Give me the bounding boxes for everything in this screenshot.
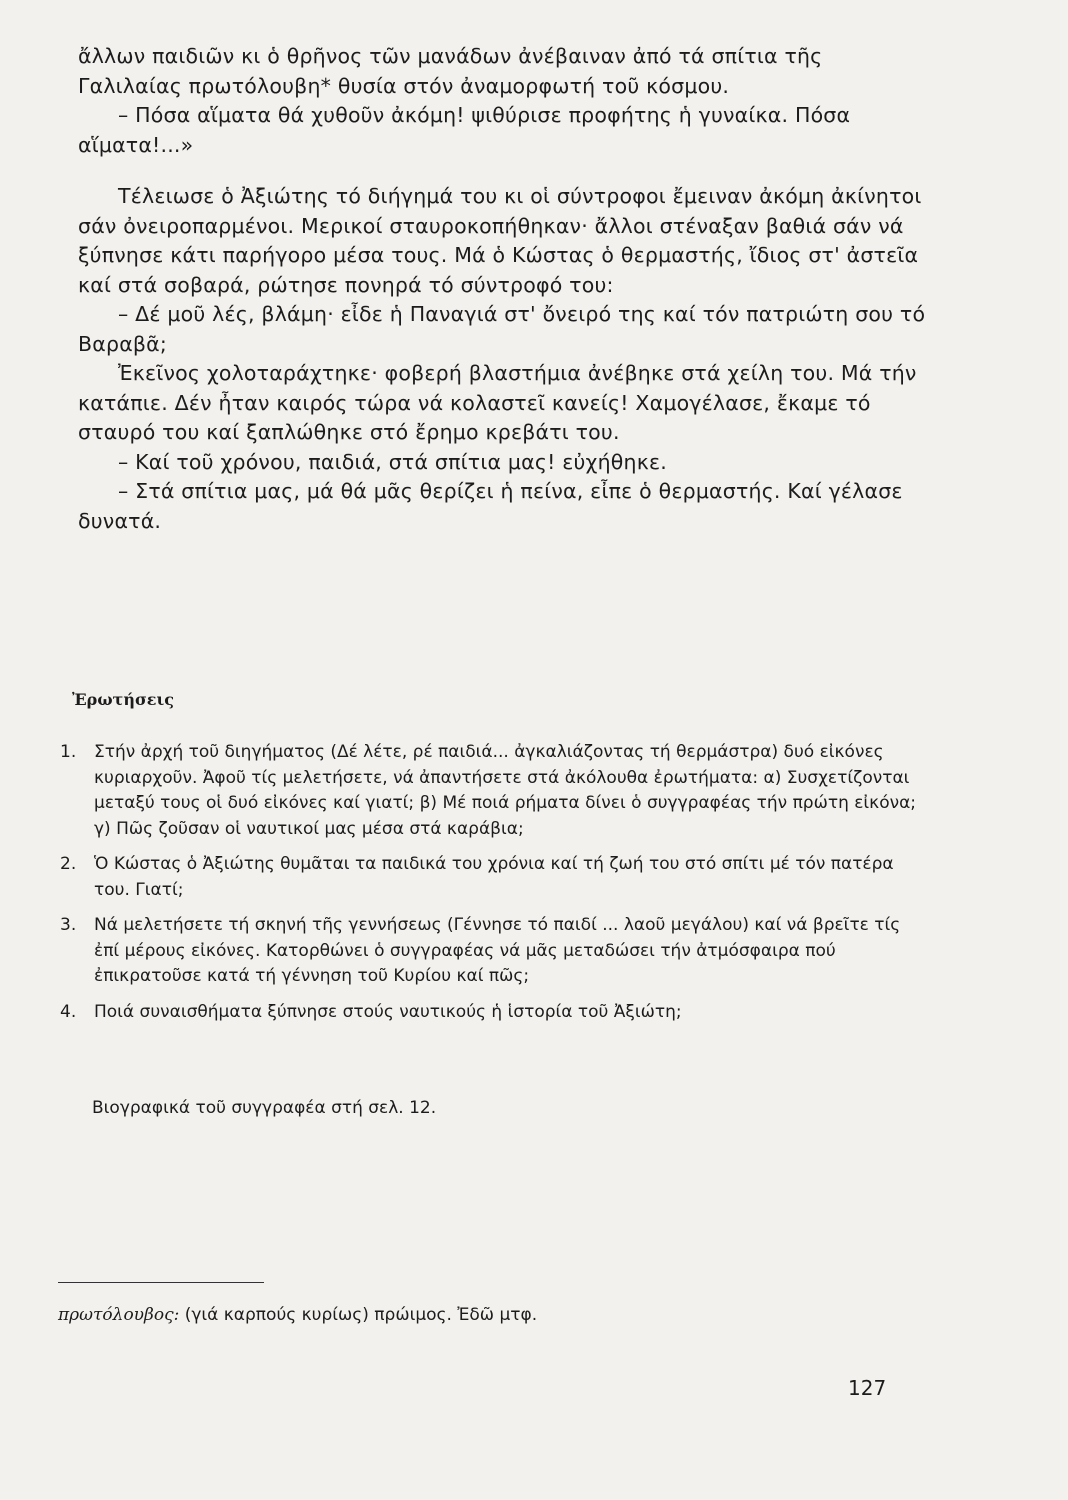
- questions-list: [60, 740, 930, 1035]
- question-text: Ὁ Κώστας ὁ Ἀξιώτης θυμᾶται τα παιδικά του χρόνια καί τή ζωή του στό σπίτι μέ τόν πατέρα του. Γιατί;: [94, 854, 894, 900]
- footnote-divider: [58, 1282, 264, 1283]
- question-number: 3.: [60, 915, 77, 935]
- footnote-term: πρωτόλουβος:: [58, 1305, 180, 1325]
- paragraph-3: Τέλειωσε ὁ Ἀξιώτης τό διήγημά του κι οἱ σύντροφοι ἔμειναν ἀκόμη ἀκίνητοι σάν ὀνειροπαρμένοι. Μερικοί σταυροκοπήθηκαν· ἄλλοι στέναξαν βαθιά σάν νά ξύπνησε κάτι παρήγορο μέσα τους. Μά ὁ Κώστας ὁ θερμαστής, ἴδιος στ' ἀστεῖα καί στά σοβαρά, ρώτησε πονηρά τό σύντροφό του:: [78, 184, 922, 297]
- questions-heading: Ἐρωτήσεις: [72, 690, 174, 709]
- question-item: [60, 913, 930, 990]
- paragraph-4: – Δέ μοῦ λές, βλάμη· εἶδε ἡ Παναγιά στ' ὄνειρό της καί τόν πατριώτη σου τό Βαραβᾶ;: [78, 302, 926, 356]
- story-text: [78, 42, 928, 536]
- question-number: 2.: [60, 854, 77, 874]
- question-number: 1.: [60, 742, 77, 762]
- question-number: 4.: [60, 1001, 77, 1022]
- question-text: Ποιά συναισθήματα ξύπνησε στούς ναυτικούς ἡ ἱστορία τοῦ Ἀξιώτη;: [94, 1001, 682, 1022]
- paragraph-7: – Στά σπίτια μας, μά θά μᾶς θερίζει ἡ πείνα, εἶπε ὁ θερμαστής. Καί γέλασε δυνατά.: [78, 479, 903, 533]
- paragraph-5: Ἐκεῖνος χολοταράχτηκε· φοβερή βλαστήμια ἀνέβηκε στά χείλη του. Μά τήν κατάπιε. Δέν ἦταν καιρός τώρα νά κολαστεῖ κανείς! Χαμογέλασε, ἔκαμε τό σταυρό του καί ξαπλώθηκε στό ἔρημο κρεβάτι του.: [78, 361, 917, 444]
- paragraph-1: ἄλλων παιδιῶν κι ὁ θρῆνος τῶν μανάδων ἀνέβαιναν ἀπό τά σπίτια τῆς Γαλιλαίας πρωτόλουβη* θυσία στόν ἀναμορφωτή τοῦ κόσμου.: [78, 44, 823, 98]
- question-text: Στήν ἀρχή τοῦ διηγήματος (Δέ λέτε, ρέ παιδιά... ἀγκαλιάζοντας τή θερμάστρα) δυό εἰκόνες κυριαρχοῦν. Ἀφοῦ τίς μελετήσετε, νά ἀπαντήσετε στά ἀκόλουθα ἐρωτήματα: α) Συσχετίζονται μεταξύ τους οἱ δυό εἰκόνες καί γιατί; β) Μέ ποιά ρήματα δίνει ὁ συγγραφέας τήν πρώτη εἰκόνα; γ) Πῶς ζοῦσαν οἱ ναυτικοί μας μέσα στά καράβια;: [94, 742, 917, 839]
- question-item: [60, 740, 930, 842]
- page-number: 127: [848, 1376, 887, 1400]
- paragraph-6: – Καί τοῦ χρόνου, παιδιά, στά σπίτια μας! εὐχήθηκε.: [118, 449, 667, 474]
- bio-note: Βιογραφικά τοῦ συγγραφέα στή σελ. 12.: [92, 1098, 437, 1118]
- question-item: [60, 1000, 930, 1026]
- paragraph-2: – Πόσα αἵματα θά χυθοῦν ἀκόμη! ψιθύρισε προφήτης ἡ γυναίκα. Πόσα αἵματα!...»: [78, 103, 851, 157]
- question-item: [60, 852, 930, 903]
- question-text: Νά μελετήσετε τή σκηνή τῆς γεννήσεως (Γέννησε τό παιδί ... λαοῦ μεγάλου) καί νά βρεῖτε τίς ἐπί μέρους εἰκόνες. Κατορθώνει ὁ συγγραφέας νά μᾶς μεταδώσει τήν ἀτμόσφαιρα πού ἐπικρατοῦσε κατά τή γέννηση τοῦ Κυρίου καί πῶς;: [94, 915, 901, 986]
- footnote: [58, 1305, 537, 1325]
- footnote-definition: (γιά καρπούς κυρίως) πρώιμος. Ἐδῶ μτφ.: [179, 1305, 538, 1325]
